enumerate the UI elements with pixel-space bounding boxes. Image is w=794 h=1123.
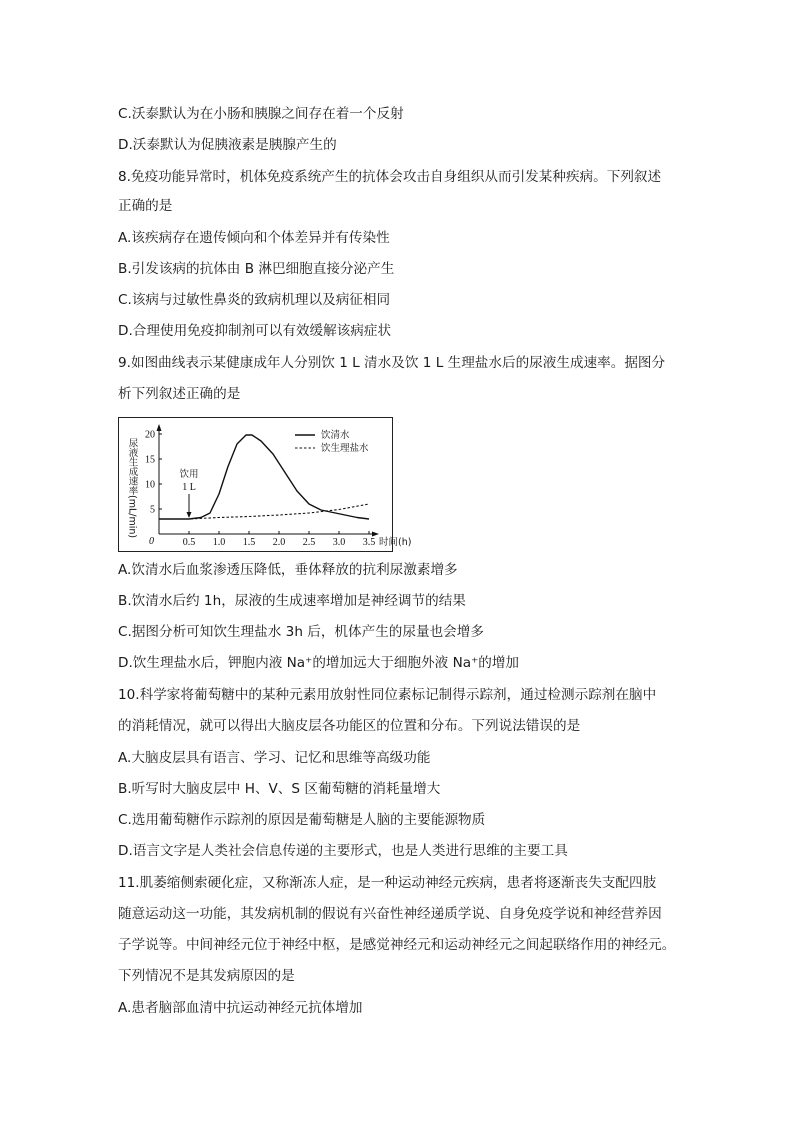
text-line: B.引发该病的抗体由 B 淋巴细胞直接分泌产生	[118, 261, 395, 277]
x-tick-label: 3.0	[332, 537, 346, 548]
x-axis-arrow	[372, 532, 379, 537]
x-tick-label: 0.5	[182, 537, 196, 548]
text-line: B.饮清水后约 1h，尿液的生成速率增加是神经调节的结果	[118, 593, 466, 609]
chart-svg	[119, 418, 412, 551]
text-line: B.听写时大脑皮层中 H、V、S 区葡萄糖的消耗量增大	[118, 781, 441, 797]
text-line: 下列情况不是其发病原因的是	[118, 968, 295, 984]
text-line: 正确的是	[118, 198, 173, 214]
text-line: 的消耗情况，就可以得出大脑皮层各功能区的位置和分布。下列说法错误的是	[118, 718, 581, 734]
text-line: C.选用葡萄糖作示踪剂的原因是葡萄糖是人脑的主要能源物质	[118, 812, 486, 828]
text-line: C.该病与过敏性鼻炎的致病机理以及病征相同	[118, 292, 391, 308]
legend-label: 饮生理盐水	[321, 443, 369, 454]
urine-rate-chart	[118, 417, 412, 552]
text-line: 析下列叙述正确的是	[118, 386, 241, 402]
origin-label: 0	[149, 536, 154, 547]
text-line: C.据图分析可知饮生理盐水 3h 后，机体产生的尿量也会增多	[118, 624, 484, 640]
text-line: D.沃泰默认为促胰液素是胰腺产生的	[118, 137, 337, 153]
x-tick-label: 2.5	[302, 537, 316, 548]
text-line: 9.如图曲线表示某健康成年人分别饮 1 L 清水及饮 1 L 生理盐水后的尿液生成速率。据图分	[118, 355, 666, 371]
x-tick-label: 2.0	[272, 537, 286, 548]
annotation-volume: 1 L	[182, 482, 196, 493]
text-line: A.饮清水后血浆渗透压降低，垂体释放的抗利尿激素增多	[118, 562, 458, 578]
y-tick-label: 20	[145, 429, 155, 441]
text-line: A.该疾病存在遗传倾向和个体差异并有传染性	[118, 230, 390, 246]
text-line: A.大脑皮层具有语言、学习、记忆和思维等高级功能	[118, 750, 431, 766]
y-axis-arrow	[157, 424, 162, 431]
y-tick-label: 15	[145, 454, 155, 466]
x-axis-label: 时间(h)	[379, 537, 412, 548]
text-line: D.语言文字是人类社会信息传递的主要形式，也是人类进行思维的主要工具	[118, 843, 568, 859]
x-tick-label: 1.0	[212, 537, 226, 548]
y-axis-label: 尿液生成速率(mL/min)	[126, 438, 138, 539]
text-line: D.合理使用免疫抑制剂可以有效缓解该病症状	[118, 323, 392, 339]
legend-label: 饮清水	[321, 430, 350, 441]
y-tick-label: 10	[145, 479, 155, 491]
y-tick-label: 5	[150, 504, 155, 516]
text-line: 子学说等。中间神经元位于神经中枢，是感觉神经元和运动神经元之间起联络作用的神经元。	[118, 937, 676, 953]
annotation-label: 饮用	[179, 469, 199, 480]
x-tick-label: 3.5	[362, 537, 376, 548]
annotation-arrowhead	[187, 512, 192, 518]
text-line: C.沃泰默认为在小肠和胰腺之间存在着一个反射	[118, 106, 404, 122]
text-line: 随意运动这一功能，其发病机制的假说有兴奋性神经递质学说、自身免疫学说和神经营养因	[118, 906, 662, 922]
text-line: 11.肌萎缩侧索硬化症，又称渐冻人症，是一种运动神经元疾病，患者将逐渐丧失支配四肢	[118, 875, 657, 891]
text-line: D.饮生理盐水后，钾胞内液 Na⁺的增加远大于细胞外液 Na⁺的增加	[118, 655, 520, 671]
x-tick-label: 1.5	[242, 537, 256, 548]
text-line: 8.免疫功能异常时，机体免疫系统产生的抗体会攻击自身组织从而引发某种疾病。下列叙述	[118, 169, 662, 185]
text-line: 10.科学家将葡萄糖中的某种元素用放射性同位素标记制得示踪剂，通过检测示踪剂在脑中	[118, 687, 657, 703]
text-line: A.患者脑部血清中抗运动神经元抗体增加	[118, 1000, 363, 1016]
series-line-1	[159, 504, 369, 519]
